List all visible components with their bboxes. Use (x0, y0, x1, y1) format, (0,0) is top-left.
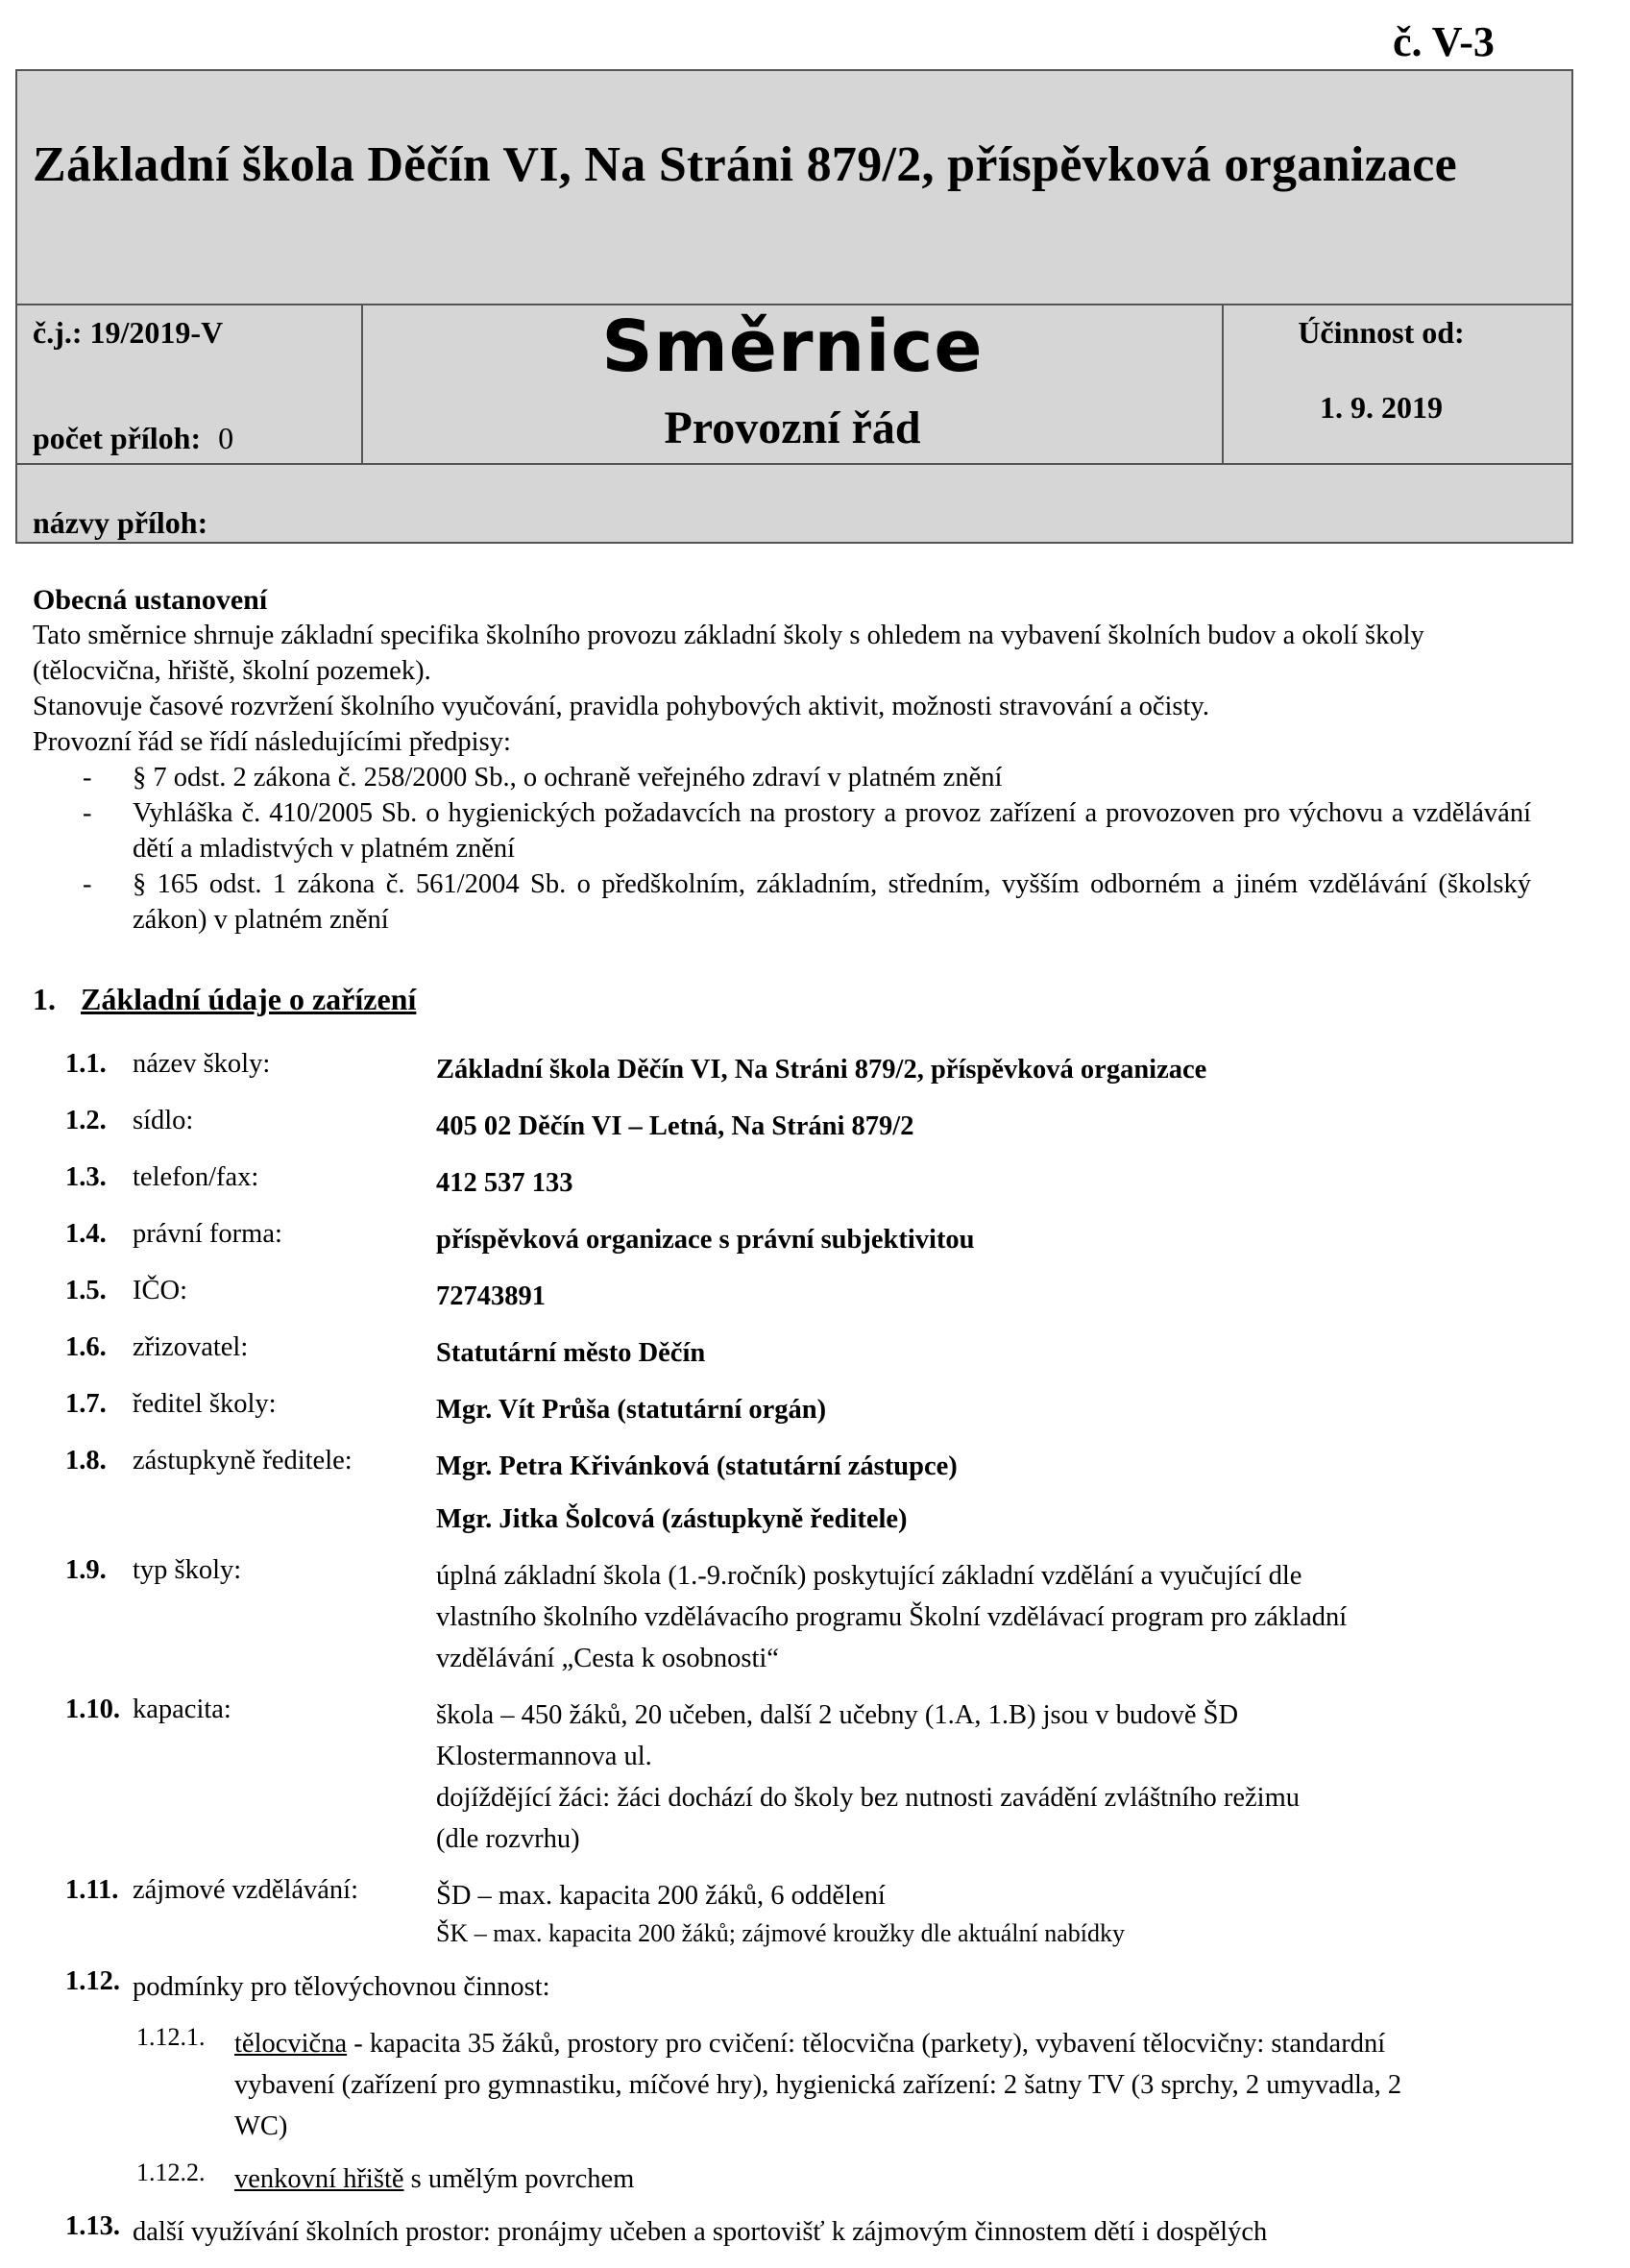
item-number: 1.7. (65, 1389, 107, 1419)
sub-item-term: tělocvična (234, 2029, 348, 2059)
document-type: Směrnice (601, 305, 984, 388)
item-value-line: úplná základní škola (1.-9.ročník) poskytující základní vzdělání a vyučující dle (436, 1561, 1302, 1591)
regulation-text: § 7 odst. 2 zákona č. 258/2000 Sb., o ochraně veřejného zdraví v platném znění (133, 763, 1003, 793)
item-label: název školy: (133, 1049, 271, 1079)
regulation-item (33, 866, 1531, 938)
general-paragraph: Provozní řád se řídí následujícími předpisy: (33, 727, 511, 757)
list-item (0, 1966, 1630, 2008)
regulations-list (33, 760, 1531, 938)
regulation-text: Vyhláška č. 410/2005 Sb. o hygienických požadavcích na prostory a provoz zařízení a provozoven pro výchovu a vzdělávání dětí a mladistvých v platném znění (133, 798, 1531, 864)
item-label: zástupkyně ředitele: (133, 1446, 353, 1475)
item-value-line: ŠK – max. kapacita 200 žáků; zájmové kroužky dle aktuální nabídky (436, 1919, 1125, 1947)
facility-data-list (0, 1049, 1630, 2268)
sub-item-term: venkovní hřiště (234, 2164, 404, 2194)
item-value-line: ŠD – max. kapacita 200 žáků, 6 oddělení (436, 1881, 886, 1911)
item-value-line: Klostermannova ul. (436, 1742, 652, 1771)
section-number: 1. (33, 982, 56, 1016)
list-item (0, 2211, 1630, 2253)
attachments-names-label: názvy příloh: (33, 505, 208, 540)
document-type-cell (361, 305, 1224, 463)
document-code: č. V-3 (1393, 18, 1495, 65)
list-item (0, 1555, 1630, 1679)
item-label: zřizovatel: (133, 1332, 249, 1362)
sub-item-number: 1.12.1. (136, 2023, 206, 2051)
sub-item-text (234, 2023, 1439, 2147)
item-number: 1.4. (65, 1219, 107, 1249)
item-number: 1.10. (65, 1695, 120, 1724)
item-label: právní forma: (133, 1219, 282, 1249)
bullet-dash: - (83, 763, 92, 793)
general-provisions (33, 582, 1531, 938)
item-value-line: vlastního školního vzdělávacího programu Školní vzdělávací program pro základní (436, 1602, 1348, 1632)
item-value: 405 02 Děčín VI – Letná, Na Stráni 879/2 (436, 1111, 914, 1141)
list-item (0, 1875, 1630, 1951)
general-paragraph: Stanovuje časové rozvržení školního vyučování, pravidla pohybových aktivit, možnosti stravování a očisty. (33, 692, 1209, 721)
item-number: 1.3. (65, 1162, 107, 1192)
header-table (15, 69, 1573, 544)
item-label: IČO: (133, 1276, 187, 1305)
item-value-line: škola – 450 žáků, 20 učeben, další 2 učebny (1.A, 1.B) jsou v budově ŠD (436, 1700, 1239, 1730)
item-label: sídlo: (133, 1106, 194, 1135)
item-value-line: dojíždějící žáci: žáci dochází do školy bez nutnosti zavádění zvláštního režimu (436, 1783, 1301, 1813)
attachments-count (33, 421, 233, 456)
list-item (0, 1162, 1630, 1204)
attachments-count-label: počet příloh: (33, 421, 202, 455)
item-value-line: (dle rozvrhu) (436, 1824, 580, 1854)
item-label: ředitel školy: (133, 1389, 277, 1419)
item-number: 1.5. (65, 1276, 107, 1305)
sub-item-text (234, 2158, 1439, 2200)
list-item (0, 1219, 1630, 1260)
item-value (436, 1555, 1512, 1679)
attachments-count-value: 0 (218, 421, 234, 455)
item-number: 1.8. (65, 1446, 107, 1475)
list-item (0, 1106, 1630, 1147)
item-text: další využívání školních prostor: pronájmy učeben a sportovišť k zájmovým činnostem dětí i dospělých (133, 2217, 1268, 2247)
item-number: 1.11. (65, 1875, 119, 1905)
item-label: zájmové vzdělávání: (133, 1875, 359, 1905)
list-item (0, 1695, 1630, 1860)
item-number: 1.1. (65, 1049, 107, 1079)
list-item (0, 1389, 1630, 1430)
regulation-text: § 165 odst. 1 zákona č. 561/2004 Sb. o předškolním, základním, středním, vyšším odborném a jiném vzdělávání (školský zákon) v platném znění (133, 869, 1531, 935)
item-number: 1.6. (65, 1332, 107, 1362)
document-title: Provozní řád (664, 402, 921, 453)
item-value: Mgr. Vít Průša (statutární orgán) (436, 1395, 827, 1425)
item-value-line: Mgr. Jitka Šolcová (zástupkyně ředitele) (436, 1504, 908, 1534)
list-item (0, 1276, 1630, 1317)
item-label: telefon/fax: (133, 1162, 259, 1192)
item-label: typ školy: (133, 1555, 242, 1585)
item-text: podmínky pro tělovýchovnou činnost: (133, 1972, 550, 2002)
header-school-row (17, 71, 1571, 305)
effective-label: Účinnost od: (1298, 315, 1465, 350)
regulation-item (33, 760, 1531, 795)
list-item (0, 1332, 1630, 1374)
bullet-dash: - (83, 798, 92, 828)
section-heading (33, 982, 416, 1017)
list-item (0, 1446, 1630, 1540)
effective-date: 1. 9. 2019 (1320, 390, 1443, 425)
list-item (0, 1049, 1630, 1090)
general-heading: Obecná ustanovení (33, 584, 268, 616)
sub-item-description: - kapacita 35 žáků, prostory pro cvičení: tělocvična (parkety), vybavení tělocvičny: standardní vybavení (zařízení pro gymnastiku, míčové hry), hygienická zařízení: 2 šatny TV (3 sprchy, 2 umyvadla, 2 WC) (234, 2029, 1402, 2141)
item-value: Základní škola Děčín VI, Na Stráni 879/2, příspěvková organizace (436, 1055, 1207, 1085)
item-value-line: vzdělávání „Cesta k osobnosti“ (436, 1644, 779, 1673)
item-number: 1.12. (65, 1966, 120, 1996)
item-number: 1.2. (65, 1106, 107, 1135)
item-number: 1.9. (65, 1555, 107, 1585)
regulation-item (33, 795, 1531, 866)
header-meta-row (17, 305, 1571, 465)
sub-item-description: s umělým povrchem (403, 2164, 635, 2194)
item-value-line: Mgr. Petra Křivánková (statutární zástupce) (436, 1451, 958, 1481)
item-label: kapacita: (133, 1695, 231, 1724)
section-title: Základní údaje o zařízení (81, 982, 417, 1016)
item-value: Statutární město Děčín (436, 1338, 706, 1368)
reference-number: č.j.: 19/2019-V (33, 315, 224, 350)
item-value (436, 1695, 1512, 1860)
sub-item (0, 2158, 1630, 2200)
item-value (436, 1446, 1512, 1540)
item-value: 412 537 133 (436, 1168, 573, 1198)
school-name: Základní škola Děčín VI, Na Stráni 879/2, příspěvková organizace (33, 137, 1458, 192)
sub-item-number: 1.12.2. (136, 2158, 206, 2186)
item-value: příspěvková organizace s právní subjektivitou (436, 1225, 975, 1255)
item-value (436, 1875, 1512, 1951)
general-paragraph: Tato směrnice shrnuje základní specifika školního provozu základní školy s ohledem na vybavení školních budov a okolí školy (tělocvična, hřiště, školní pozemek). (33, 621, 1424, 686)
sub-item (0, 2023, 1630, 2147)
item-value: 72743891 (436, 1281, 546, 1311)
bullet-dash: - (83, 869, 92, 899)
item-number: 1.13. (65, 2211, 120, 2241)
